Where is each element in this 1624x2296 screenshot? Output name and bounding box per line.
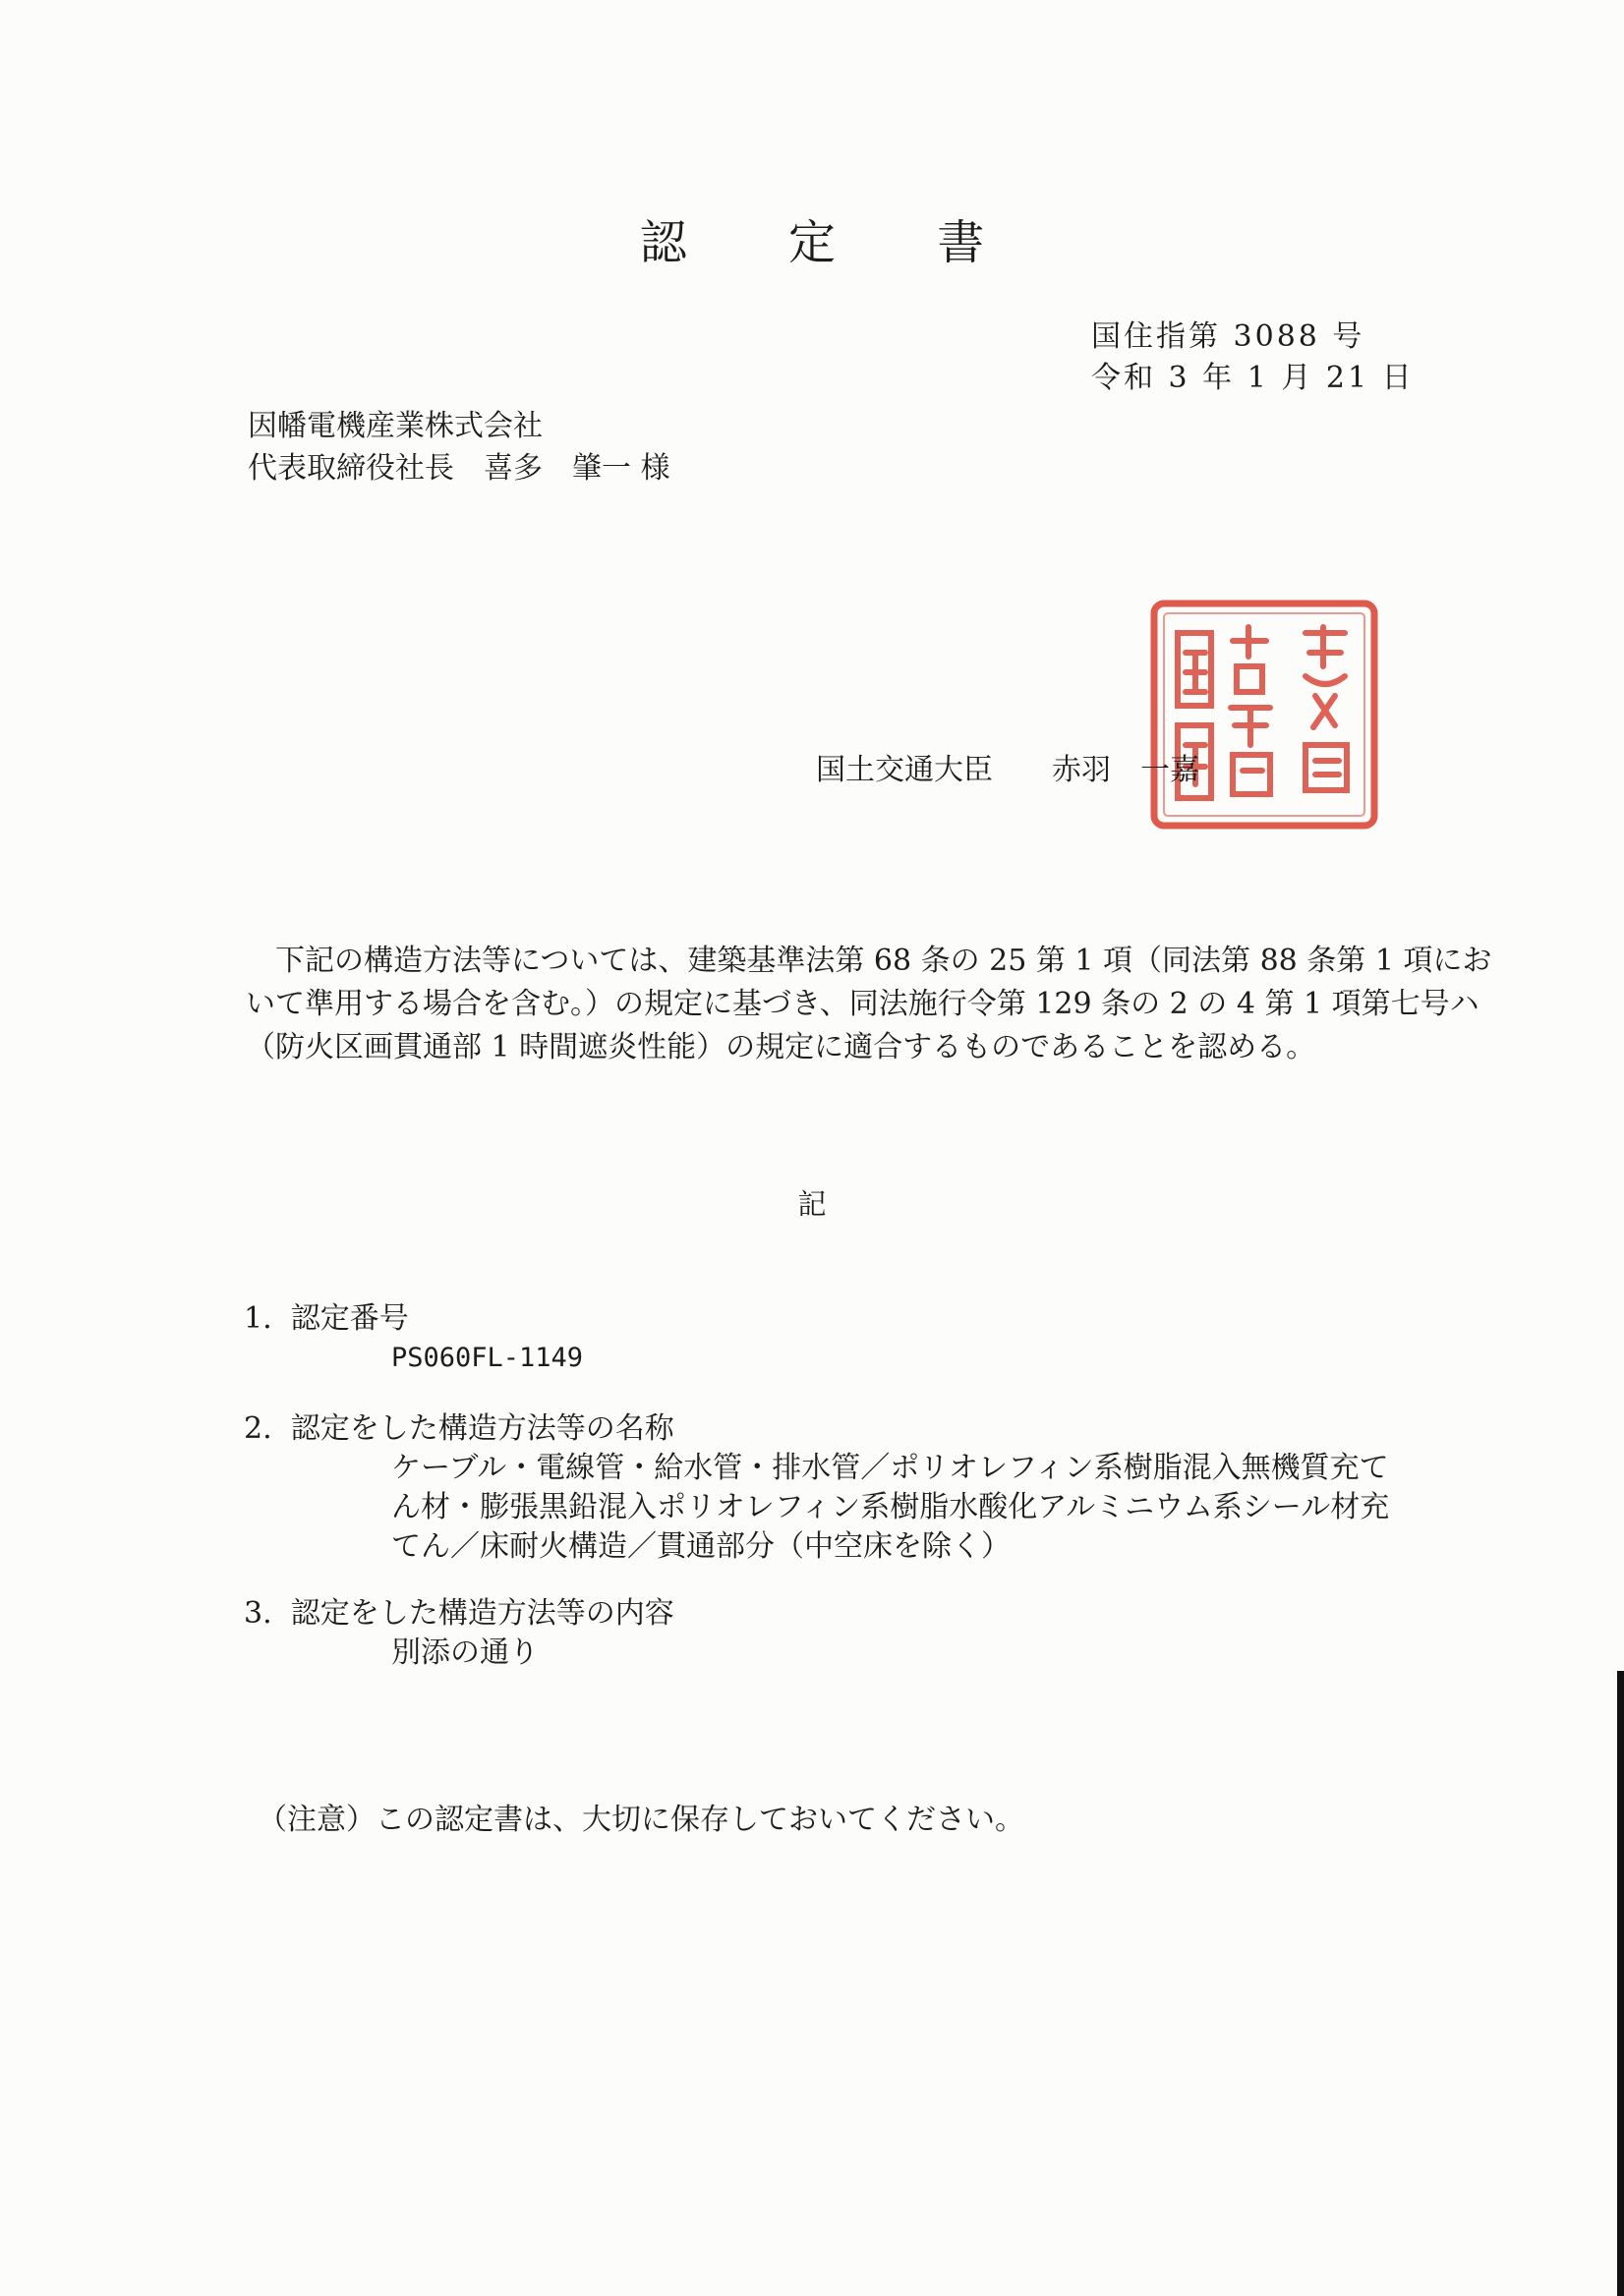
certification-statement (246, 940, 1492, 1069)
item-heading: 1. 認定番号 (244, 1301, 409, 1336)
item-body (391, 1634, 1473, 1673)
structure-name-line: ん材・膨張黒鉛混入ポリオレフィン系樹脂水酸化アルミニウム系シール材充 (391, 1490, 1390, 1524)
recipient-block (248, 405, 670, 489)
statement-line: （防火区画貫通部 1 時間遮炎性能）の規定に適合するものであることを認める。 (246, 1030, 1316, 1064)
structure-name-line: ケーブル・電線管・給水管・排水管／ポリオレフィン系樹脂混入無機質充て (391, 1451, 1389, 1485)
statement-line: 下記の構造方法等については、建築基準法第 68 条の 25 第 1 項（同法第 88 条第 1 項にお (246, 944, 1492, 978)
recipient-representative: 代表取締役社長 喜多 肇一 様 (248, 451, 670, 486)
item-structure-content (244, 1594, 1473, 1673)
item-body (391, 1339, 1473, 1378)
certification-number: PS060FL-1149 (391, 1343, 584, 1373)
item-certification-number (244, 1299, 1473, 1378)
item-structure-name (244, 1409, 1473, 1567)
item-body (391, 1449, 1473, 1567)
item-heading: 2. 認定をした構造方法等の名称 (244, 1411, 674, 1446)
item-heading: 3. 認定をした構造方法等の内容 (244, 1596, 674, 1631)
caution-note: （注意）この認定書は、大切に保存しておいてください。 (258, 1803, 1024, 1837)
reference-number: 国住指第 3088 号 (1091, 319, 1365, 354)
issue-date: 令和 3 年 1 月 21 日 (1091, 361, 1415, 395)
scan-edge-shadow (1617, 1671, 1624, 2296)
recipient-company: 因幡電機産業株式会社 (248, 409, 543, 443)
statement-line: いて準用する場合を含む。）の規定に基づき、同法施行令第 129 条の 2 の 4 第 1 項第七号ハ (246, 987, 1479, 1021)
structure-content-line: 別添の通り (391, 1636, 539, 1670)
structure-name-line: てん／床耐火構造／貫通部分（中空床を除く） (391, 1529, 1011, 1564)
document-title: 認 定 書 (639, 215, 1028, 270)
issuer-name: 国土交通大臣 赤羽 一嘉 (816, 753, 1199, 787)
ki-heading: 記 (797, 1187, 827, 1221)
official-seal-icon (1148, 598, 1380, 832)
reference-block (1091, 316, 1415, 399)
